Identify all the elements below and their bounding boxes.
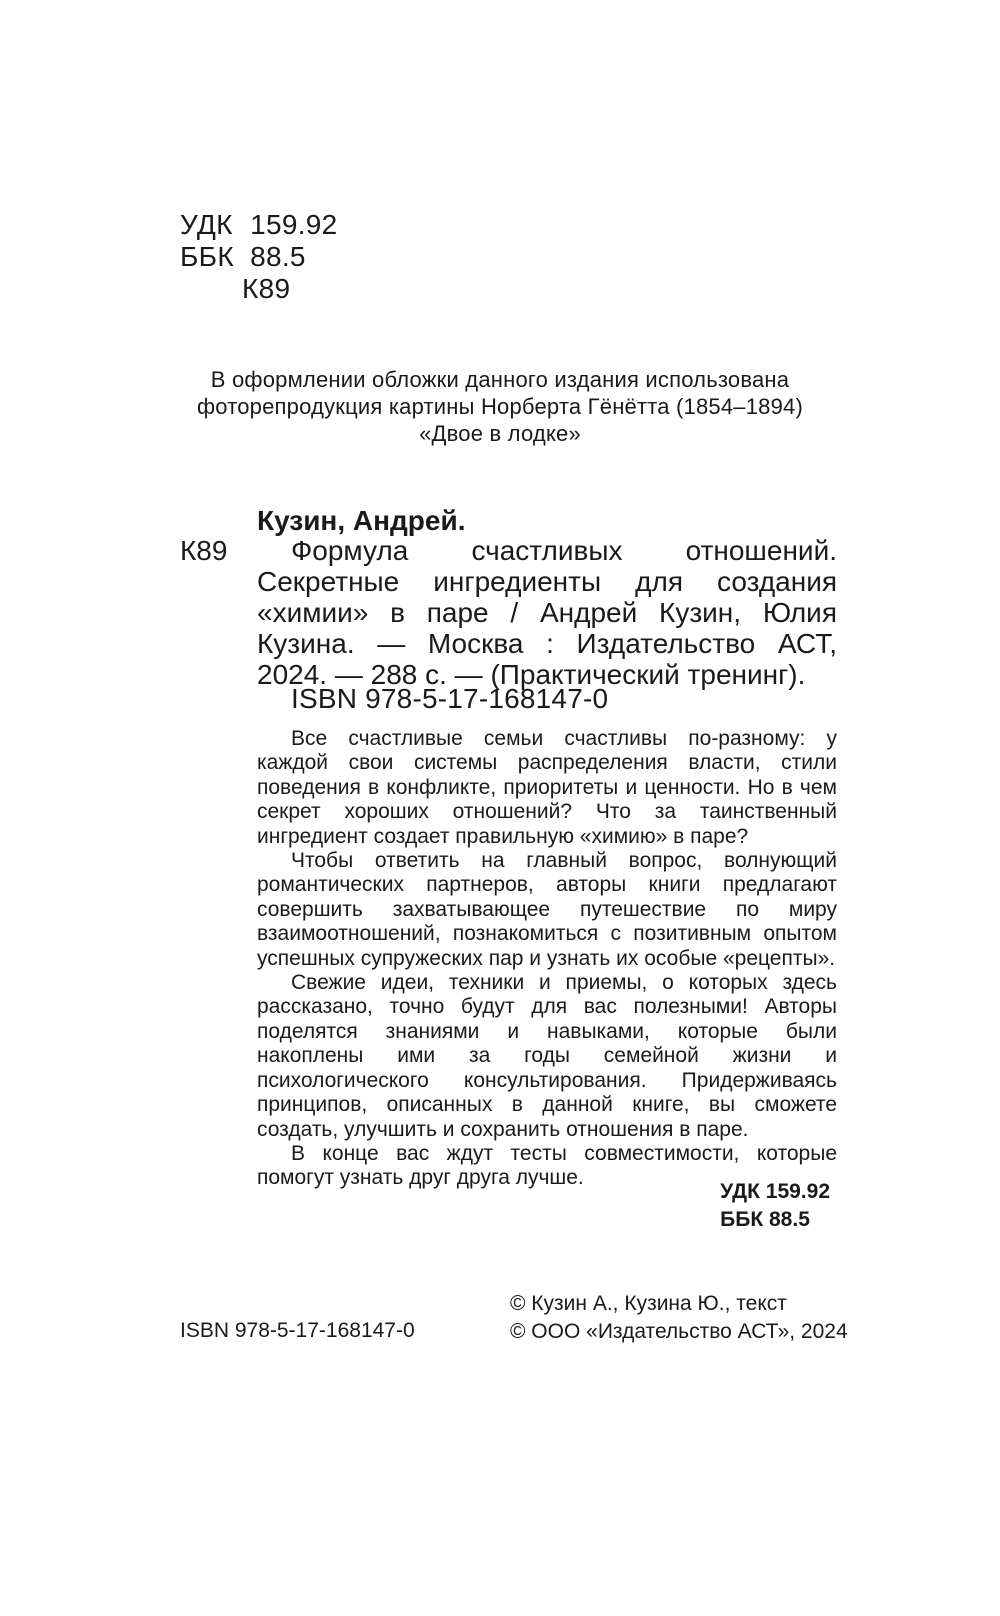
cover-note bbox=[180, 366, 820, 447]
copyright-publisher: © ООО «Издательство АСТ», 2024 bbox=[510, 1320, 848, 1343]
cover-note-line: «Двое в лодке» bbox=[419, 421, 581, 446]
copyright-text: © Кузин А., Кузина Ю., текст bbox=[510, 1292, 787, 1315]
annotation-paragraph: Чтобы ответить на главный вопрос, волнующий романтических партнеров, авторы книги предлагают совершить захватывающее путешествие по миру взаимоотношений, познакомиться с позитивным опытом успешных супружеских пар и узнать их особые «рецепты». bbox=[257, 849, 837, 970]
annotation bbox=[257, 727, 837, 1191]
copyright-block bbox=[510, 1290, 848, 1346]
udk-value: 159.92 bbox=[250, 209, 338, 240]
bbk-top bbox=[180, 241, 306, 273]
cover-note-line: В оформлении обложки данного издания использована bbox=[210, 367, 790, 392]
classification-bottom bbox=[720, 1178, 830, 1234]
bbk-label: ББК bbox=[180, 241, 234, 272]
udk-label: УДК bbox=[180, 209, 233, 240]
annotation-paragraph: Все счастливые семьи счастливы по-разному: у каждой свои системы распределения власти, стили поведения в конфликте, приоритеты и ценности. Но в чем секрет хороших отношений? Что за таинственный ингредиент создает правильную «химию» в паре? bbox=[257, 727, 837, 848]
udk-top bbox=[180, 209, 338, 241]
author-code-left: К89 bbox=[180, 535, 228, 566]
author-code-top: К89 bbox=[242, 273, 291, 304]
annotation-paragraph: В конце вас ждут тесты совместимости, которые помогут узнать друг друга лучше. bbox=[257, 1141, 837, 1190]
cover-note-line: фоторепродукция картины Норберта Гёнётта (1854–1894) bbox=[196, 394, 804, 419]
bbk-bottom: ББК 88.5 bbox=[720, 1208, 810, 1231]
udk-bottom: УДК 159.92 bbox=[720, 1180, 830, 1203]
bibliographic-description: Формула счастливых отношений. Секретные ингредиенты для создания «химии» в паре / Андрей Кузин, Юлия Кузина. — Москва : Издательство АСТ, 2024. — 288 с. — (Практический тренинг). bbox=[257, 535, 837, 690]
bbk-value: 88.5 bbox=[250, 241, 306, 272]
author-heading: Кузин, Андрей. bbox=[257, 505, 466, 536]
annotation-paragraph: Свежие идеи, техники и приемы, о которых здесь рассказано, точно будут для вас полезными! Авторы поделятся знаниями и навыками, которые были накоплены ими за годы семейной жизни и психологического консультирования. Придерживаясь принципов, описанных в данной книге, вы сможете создать, улучшить и сохранить отношения в паре. bbox=[257, 971, 837, 1141]
isbn-footer: ISBN 978-5-17-168147-0 bbox=[180, 1319, 415, 1342]
isbn-main: ISBN 978-5-17-168147-0 bbox=[291, 683, 609, 714]
